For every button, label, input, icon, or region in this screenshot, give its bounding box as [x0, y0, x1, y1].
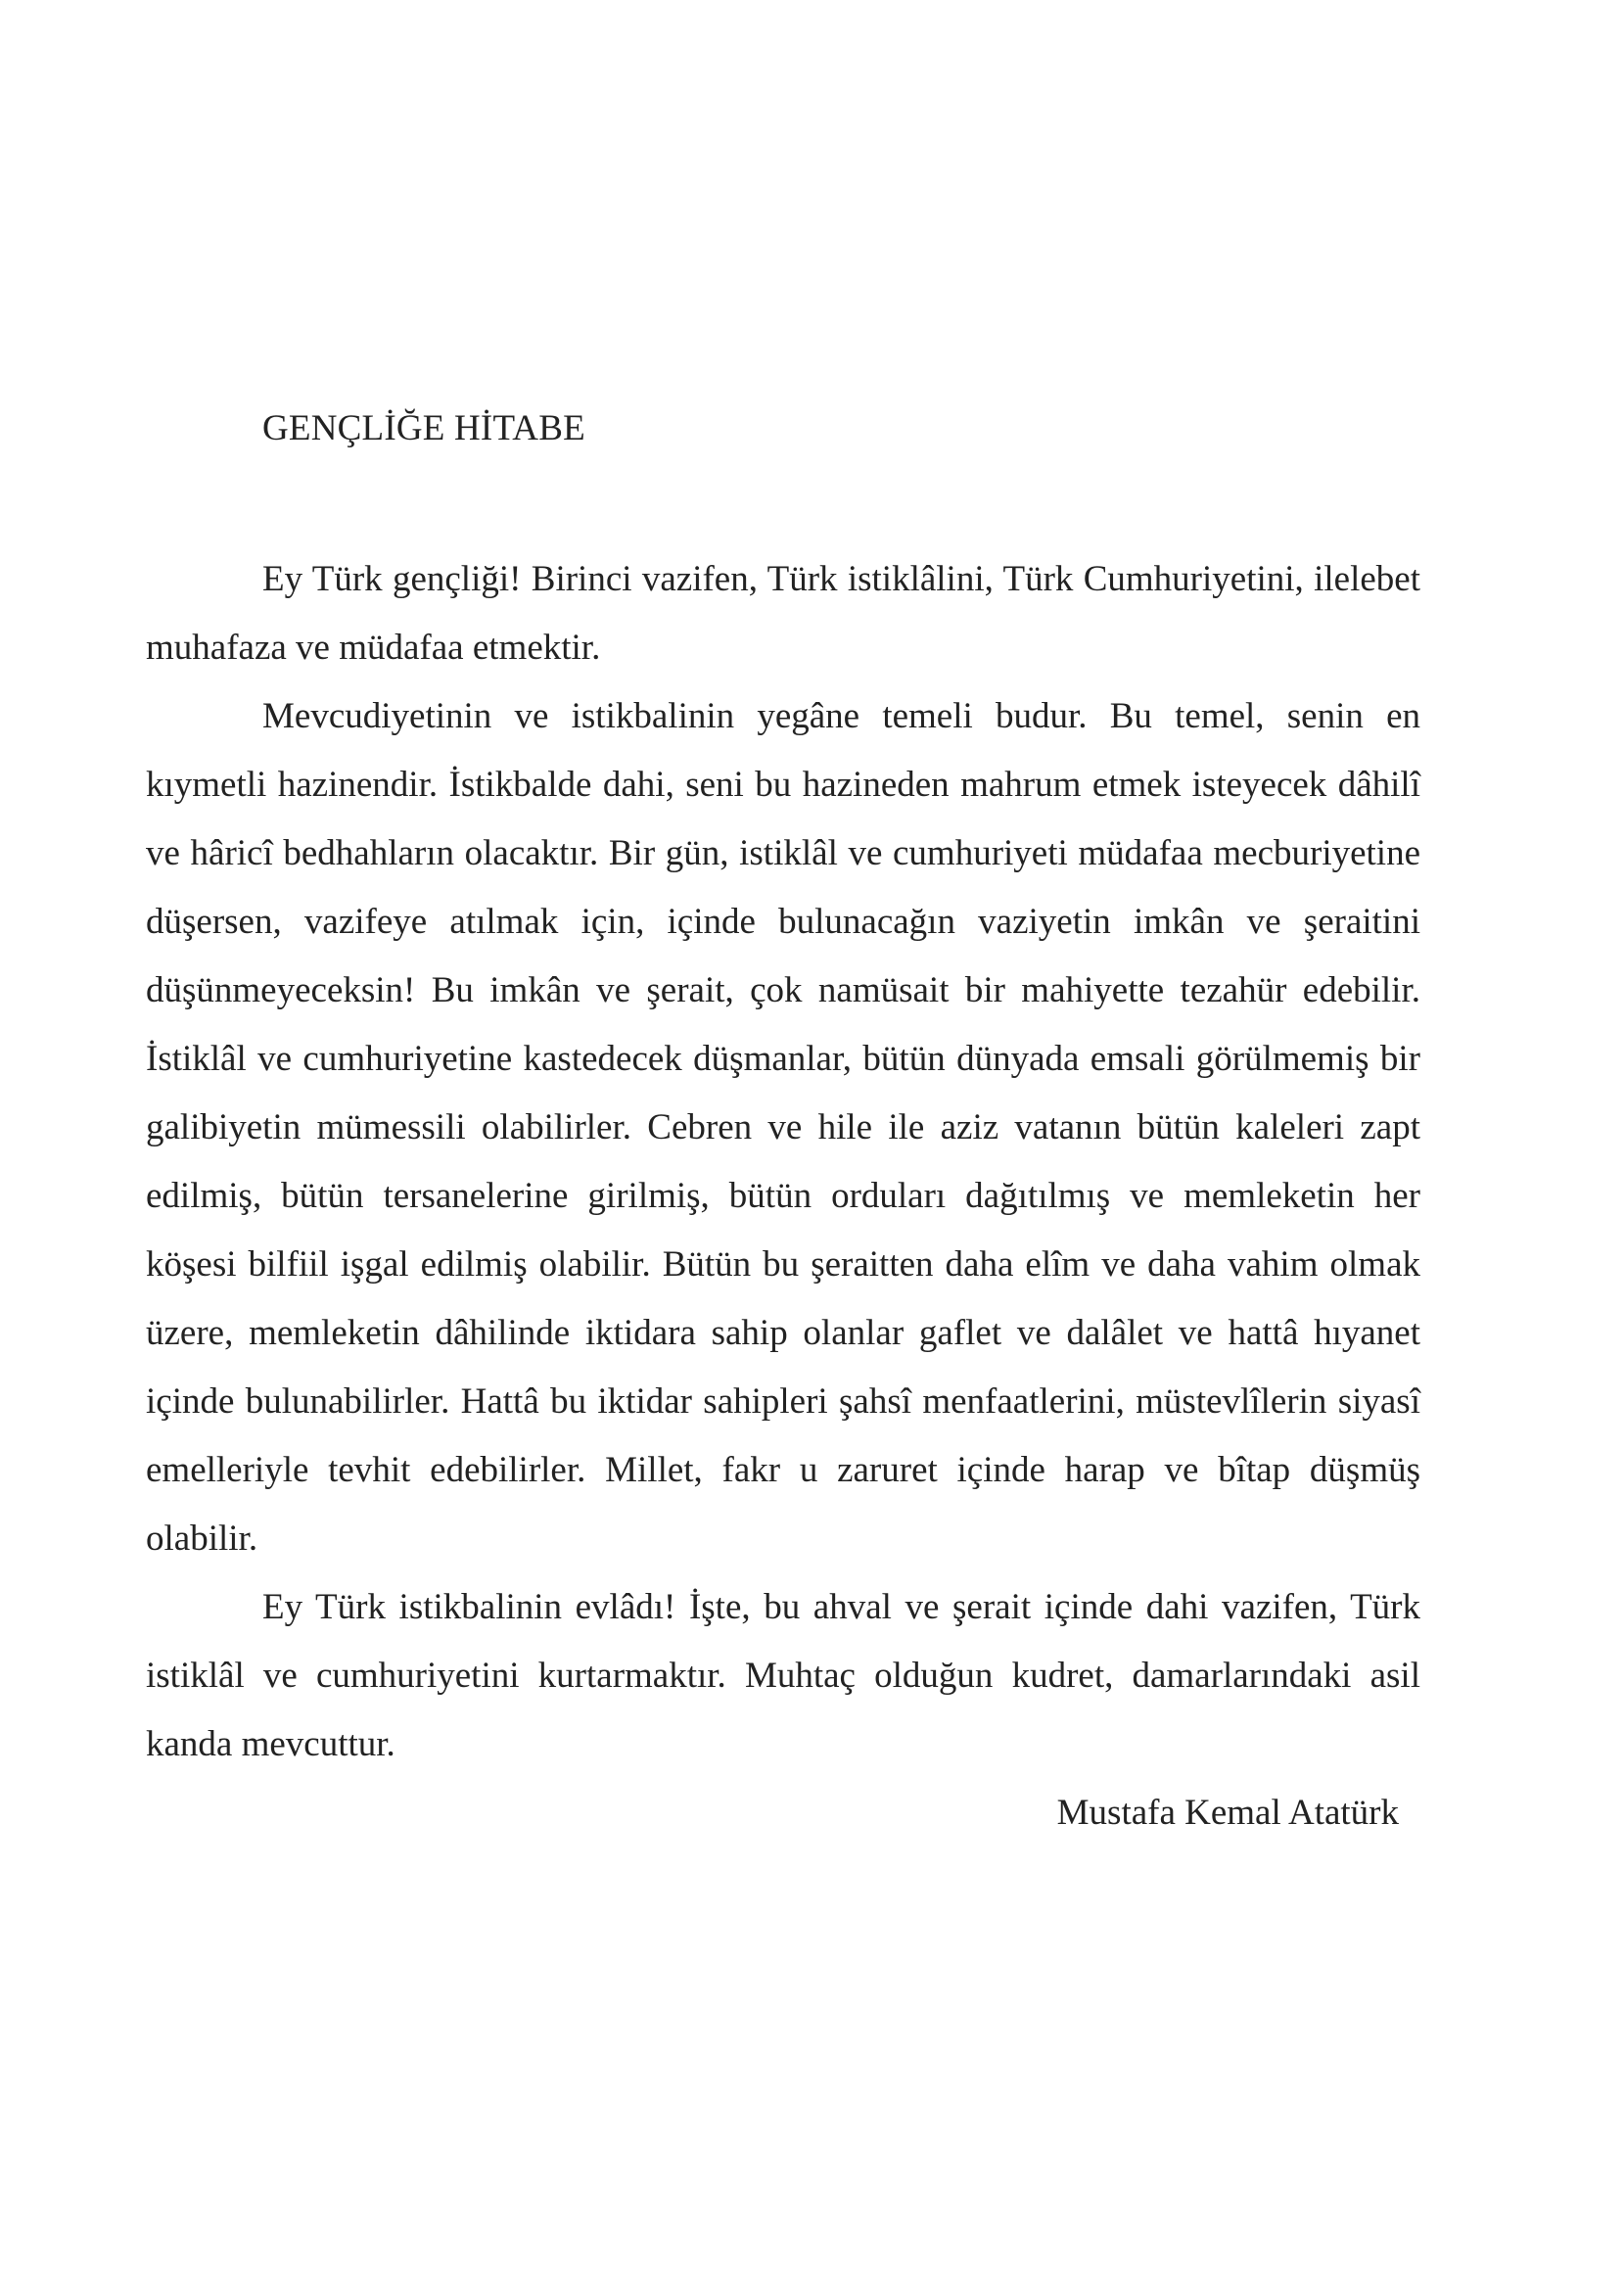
paragraph-3: Ey Türk istikbalinin evlâdı! İşte, bu ahval ve şerait içinde dahi vazifen, Türk istiklâl ve cumhuriyetini kurtarmaktır. Muhtaç olduğun kudret, damarlarındaki asil kanda mevcuttur. [146, 1587, 1420, 1764]
paragraph-1: Ey Türk gençliği! Birinci vazifen, Türk istiklâlini, Türk Cumhuriyetini, ilelebet muhafaza ve müdafaa etmektir. [146, 559, 1420, 668]
signature: Mustafa Kemal Atatürk [1056, 1793, 1399, 1833]
paragraph-2: Mevcudiyetinin ve istikbalinin yegâne temeli budur. Bu temel, senin en kıymetli hazinendir. İstikbalde dahi, seni bu hazineden mahrum etmek isteyecek dâhilî ve hâricî bedhahların olacaktır. Bir gün, istiklâl ve cumhuriyeti müdafaa mecburiyetine düşersen, vazifeye atılmak için, içinde bulunacağın vaziyetin imkân ve şeraitini düşünmeyeceksin! Bu imkân ve şerait, çok namüsait bir mahiyette tezahür edebilir. İstiklâl ve cumhuriyetine kastedecek düşmanlar, bütün dünyada emsali görülmemiş bir galibiyetin mümessili olabilirler. Cebren ve hile ile aziz vatanın bütün kaleleri zapt edilmiş, bütün tersanelerine girilmiş, bütün orduları dağıtılmış ve memleketin her köşesi bilfiil işgal edilmiş olabilir. Bütün bu şeraitten daha elîm ve daha vahim olmak üzere, memleketin dâhilinde iktidara sahip olanlar gaflet ve dalâlet ve hattâ hıyanet içinde bulunabilirler. Hattâ bu iktidar sahipleri şahsî menfaatlerini, müstevlîlerin siyasî emelleriyle tevhit edebilirler. Millet, fakr u zaruret içinde harap ve bîtap düşmüş olabilir. [146, 696, 1420, 1559]
document-title: GENÇLİĞE HİTABE [262, 408, 585, 448]
document-body [146, 372, 1420, 1847]
